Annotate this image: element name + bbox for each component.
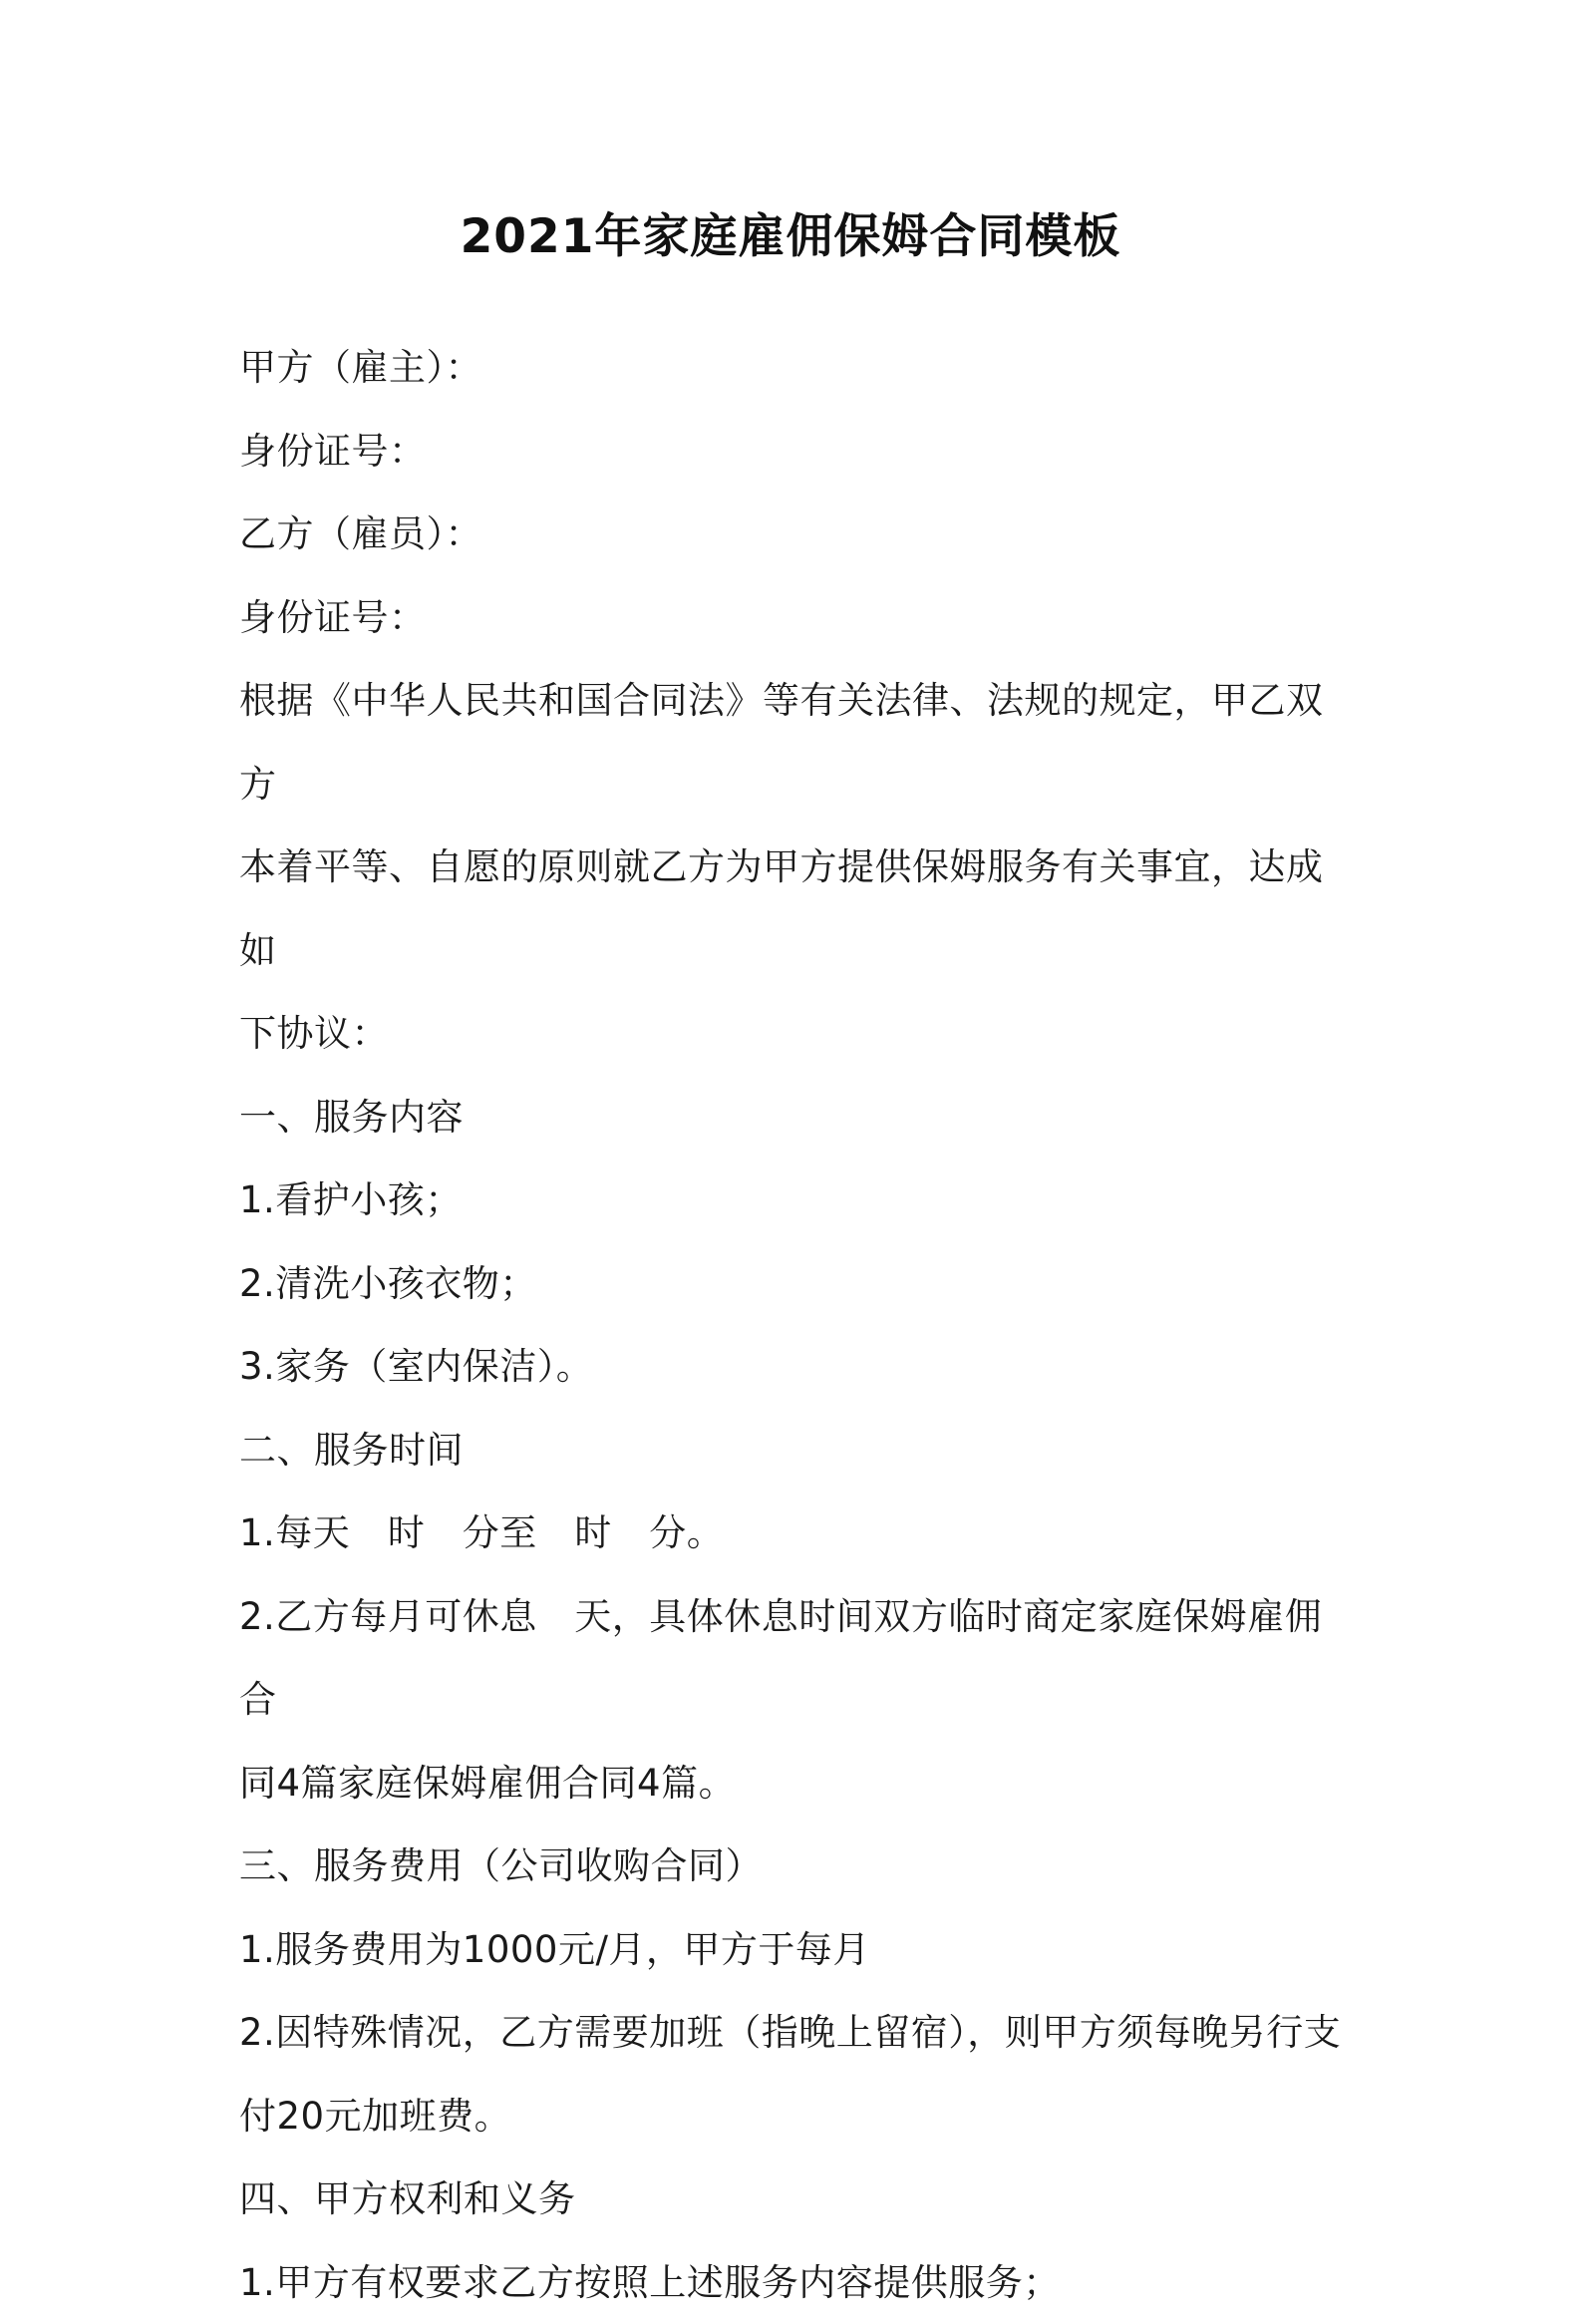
party-b-id-line: 身份证号： — [239, 576, 1356, 660]
fee-item-2-line-2: 付20元加班费。 — [239, 2075, 1356, 2158]
section-heading-party-a-rights: 四、甲方权利和义务 — [239, 2158, 1356, 2241]
section-heading-service-fee: 三、服务费用（公司收购合同） — [239, 1825, 1356, 1908]
service-item-1: 1.看护小孩； — [239, 1159, 1356, 1242]
time-item-2-line-1: 2.乙方每月可休息 天，具体休息时间双方临时商定家庭保姆雇佣合 — [239, 1575, 1356, 1742]
preamble-line-1: 根据《中华人民共和国合同法》等有关法律、法规的规定，甲乙双方 — [239, 659, 1356, 826]
party-a-id-line: 身份证号： — [239, 410, 1356, 494]
party-b-line: 乙方（雇员）： — [239, 493, 1356, 576]
preamble-line-3: 下协议： — [239, 992, 1356, 1076]
time-item-2-line-2: 同4篇家庭保姆雇佣合同4篇。 — [239, 1742, 1356, 1826]
section-heading-service-time: 二、服务时间 — [239, 1409, 1356, 1493]
document-title: 2021年家庭雇佣保姆合同模板 — [0, 204, 1581, 270]
rights-item-1: 1.甲方有权要求乙方按照上述服务内容提供服务； — [239, 2241, 1356, 2324]
fee-item-1: 1.服务费用为1000元/月，甲方于每月 — [239, 1908, 1356, 1992]
time-item-1: 1.每天 时 分至 时 分。 — [239, 1492, 1356, 1575]
document-body — [239, 326, 1356, 2324]
party-a-line: 甲方（雇主）： — [239, 326, 1356, 410]
service-item-3: 3.家务（室内保洁）。 — [239, 1325, 1356, 1409]
preamble-line-2: 本着平等、自愿的原则就乙方为甲方提供保姆服务有关事宜，达成如 — [239, 826, 1356, 992]
fee-item-2-line-1: 2.因特殊情况，乙方需要加班（指晚上留宿），则甲方须每晚另行支 — [239, 1991, 1356, 2075]
section-heading-service-content: 一、服务内容 — [239, 1076, 1356, 1160]
service-item-2: 2.清洗小孩衣物； — [239, 1242, 1356, 1326]
